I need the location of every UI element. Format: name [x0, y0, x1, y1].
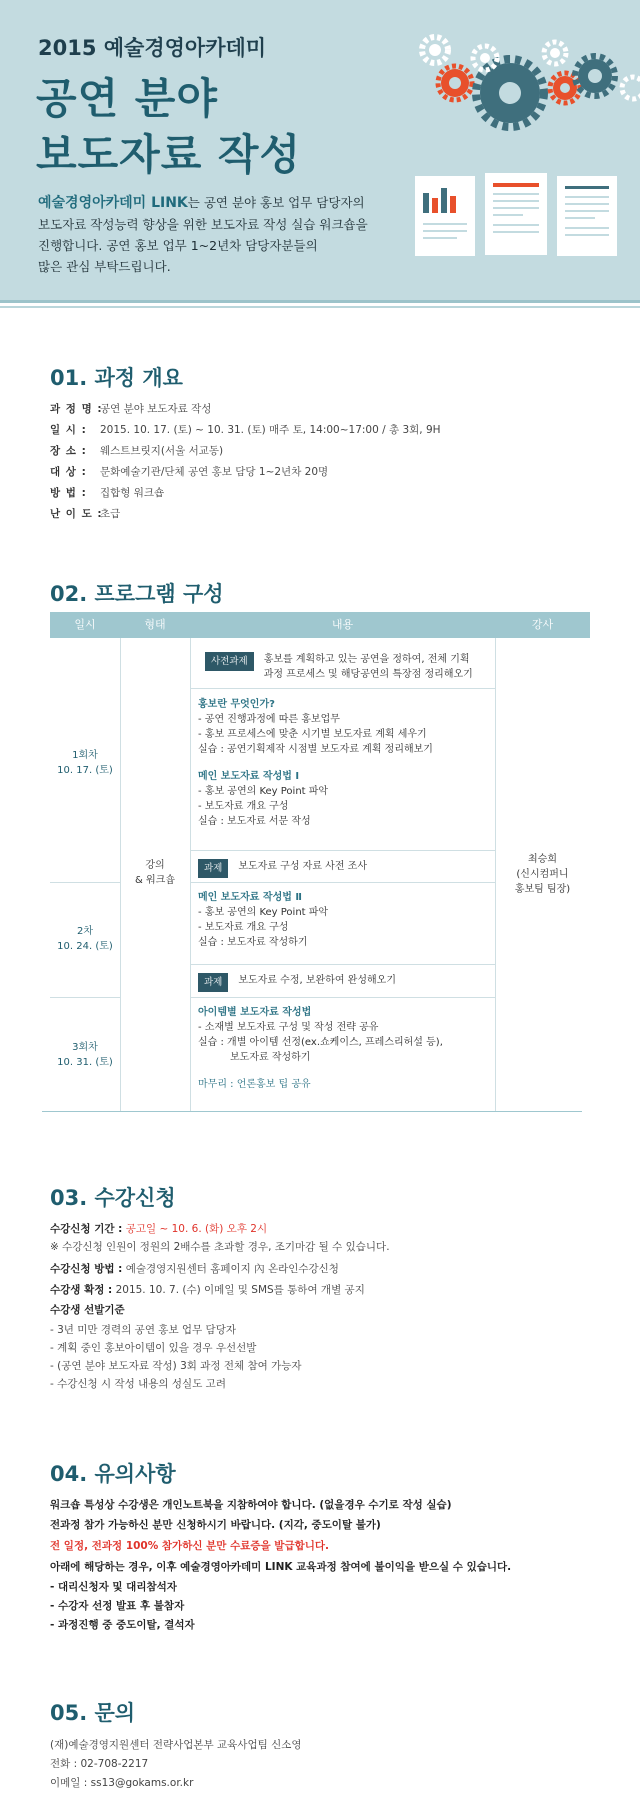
overview-row: [50, 485, 164, 500]
notice-line: 전과정 참가 가능하신 분만 신청하시기 바랍니다. (지각, 중도이탈 불가): [50, 1519, 381, 1531]
table-header-content: 내용: [190, 612, 495, 638]
table-header-format: 형태: [120, 612, 190, 638]
grid-line: [190, 997, 495, 998]
content-title: 메인 보도자료 작성법 Ⅱ: [198, 892, 302, 903]
table-header-date: 일시: [50, 612, 120, 638]
pre-assignment-text: [264, 652, 473, 682]
session-date: 10. 24. (토): [57, 941, 113, 952]
hero-subtitle: 2015 예술경영아카데미: [38, 36, 267, 60]
gear-icon: [575, 56, 615, 96]
grid-line: [190, 638, 191, 1112]
registration-period: [50, 1221, 267, 1236]
hero-title-line1: 공연 분야: [36, 74, 218, 123]
session-date: 10. 31. (토): [57, 1057, 113, 1068]
pre-assignment-tag: 사전과제: [205, 652, 254, 671]
hero-desc-line4: 많은 관심 부탁드립니다.: [38, 259, 171, 274]
lecturer-cell: [495, 852, 590, 897]
session-1-cell: [50, 748, 120, 778]
section-title-notice: 04. 유의사항: [50, 1462, 176, 1486]
registration-confirm-value: 2015. 10. 7. (수) 이메일 및 SMS를 통하여 개별 공지: [115, 1284, 365, 1296]
content-line: 실습 : 공연기획제작 시점별 보도자료 계획 정리해보기: [198, 744, 433, 755]
program-table: [50, 612, 590, 1112]
overview-key: 과 정 명 :: [50, 403, 103, 415]
registration-period-label: 수강신청 기간 :: [50, 1223, 123, 1235]
hero-desc-line3: 진행합니다. 공연 홍보 업무 1~2년차 담당자분들의: [38, 238, 318, 253]
assignment-tag: 과제: [198, 973, 228, 992]
assignment-tag: 과제: [198, 859, 228, 878]
notice-item: - 대리신청자 및 대리참석자: [50, 1581, 177, 1593]
notice-item: - 과정진행 중 중도이탈, 결석자: [50, 1619, 195, 1631]
overview-key: 일 시 :: [50, 424, 87, 436]
grid-line: [190, 882, 495, 883]
overview-row: [50, 401, 211, 416]
overview-value: 웨스트브릿지(서울 서교동): [100, 445, 224, 457]
content-line: - 소재별 보도자료 구성 및 작성 전략 공유: [198, 1022, 379, 1033]
session-label: 2차: [76, 926, 94, 937]
content-title: 메인 보도자료 작성법 Ⅰ: [198, 771, 300, 782]
content-block-3: [198, 1005, 493, 1092]
section-title-contact: 05. 문의: [50, 1701, 136, 1725]
overview-row: [50, 422, 441, 437]
assignment-text: 보도자료 구성 자료 사전 조사: [238, 861, 367, 872]
content-line: 실습 : 보도자료 서문 작성: [198, 816, 311, 827]
grid-line: [190, 688, 495, 689]
hero-desc-line2: 보도자료 작성능력 향상을 위한 보도자료 작성 실습 워크숍을: [38, 217, 368, 232]
gear-icon: [422, 37, 448, 63]
content-block-1: [198, 697, 493, 829]
content-title: 아이템별 보도자료 작성법: [198, 1007, 312, 1018]
hero-desc-line1: 는 공연 분야 홍보 업무 담당자의: [187, 195, 365, 210]
grid-line: [50, 997, 120, 998]
format-line: & 워크숍: [135, 875, 175, 886]
session-label: 3회차: [72, 1042, 98, 1053]
contact-phone: 전화 : 02-708-2217: [50, 1758, 149, 1770]
notice-line-important: 전 일정, 전과정 100% 참가하신 분만 수료증을 발급합니다.: [50, 1540, 330, 1552]
content-line: 마무리 : 언론홍보 팁 공유: [198, 1079, 311, 1090]
notice-item: - 수강자 선정 발표 후 불참자: [50, 1600, 185, 1612]
overview-row: [50, 443, 223, 458]
gear-icon: [550, 73, 580, 103]
registration-confirm-label: 수강생 확정 :: [50, 1284, 113, 1296]
overview-value: 초급: [100, 508, 121, 520]
overview-value: 공연 분야 보도자료 작성: [100, 403, 212, 415]
overview-key: 방 법 :: [50, 487, 87, 499]
criteria-item: - (공연 분야 보도자료 작성) 3회 과정 전체 참여 가능자: [50, 1360, 302, 1372]
section-title-registration: 03. 수강신청: [50, 1186, 176, 1210]
overview-row: [50, 506, 120, 521]
grid-line: [50, 882, 120, 883]
document-icon: [485, 173, 547, 255]
grid-line: [190, 850, 495, 851]
content-title: 홍보란 무엇인가?: [198, 699, 275, 710]
content-line: - 보도자료 개요 구성: [198, 801, 289, 812]
grid-line: [190, 964, 495, 965]
gear-icon: [438, 66, 472, 100]
section-title-overview: 01. 과정 개요: [50, 366, 183, 390]
gears-documents-illustration: [405, 28, 640, 263]
content-line: - 보도자료 개요 구성: [198, 922, 289, 933]
criteria-item: - 수강신청 시 작성 내용의 성실도 고려: [50, 1378, 226, 1390]
overview-value: 2015. 10. 17. (토) ~ 10. 31. (토) 매주 토, 14:00~17:00 / 총 3회, 9H: [100, 424, 441, 436]
format-cell: [120, 858, 190, 888]
overview-key: 장 소 :: [50, 445, 87, 457]
lecturer-org: (신시컴퍼니: [516, 869, 569, 880]
registration-period-value: 공고일 ~ 10. 6. (화) 오후 2시: [125, 1223, 268, 1235]
content-block-2: [198, 890, 493, 950]
assignment-row-1: [198, 859, 493, 878]
hero-title-line2: 보도자료 작성: [36, 130, 302, 179]
content-line: 실습 : 보도자료 작성하기: [198, 937, 308, 948]
overview-value: 문화예술기관/단체 공연 홍보 담당 1~2년차 20명: [100, 466, 329, 478]
format-line: 강의: [145, 860, 165, 871]
pre-assignment-line: 홍보를 계획하고 있는 공연을 정하여, 전체 기획: [263, 654, 470, 665]
registration-method: [50, 1261, 339, 1276]
assignment-row-2: [198, 973, 493, 992]
overview-value: 집합형 워크숍: [100, 487, 165, 499]
pre-assignment-row: [205, 652, 490, 682]
hero-description: [38, 192, 388, 277]
content-line: - 공연 진행과정에 따른 홍보업무: [198, 714, 340, 725]
lecturer-name: 최승희: [528, 854, 557, 865]
hero-desc-highlight: 예술경영아카데미 LINK: [38, 195, 188, 211]
criteria-item: - 계획 중인 홍보아이템이 있을 경우 우선선발: [50, 1342, 257, 1354]
content-line: - 홍보 프로세스에 맞춘 시기별 보도자료 계획 세우기: [198, 729, 427, 740]
content-line: - 홍보 공연의 Key Point 파악: [198, 907, 329, 918]
overview-key: 대 상 :: [50, 466, 87, 478]
document-chart-icon: [415, 176, 475, 256]
gear-icon: [544, 42, 566, 64]
overview-key: 난 이 도 :: [50, 508, 103, 520]
lecturer-role: 홍보팀 팀장): [514, 884, 571, 895]
registration-method-label: 수강신청 방법 :: [50, 1263, 123, 1275]
content-line: 실습 : 개별 아이템 선정(ex.쇼케이스, 프레스리허설 등),: [198, 1037, 443, 1048]
contact-email[interactable]: 이메일 : ss13@gokams.or.kr: [50, 1777, 194, 1789]
overview-row: [50, 464, 328, 479]
registration-note: ※ 수강신청 인원이 정원의 2배수를 초과할 경우, 조기마감 될 수 있습니다.: [50, 1241, 390, 1253]
registration-method-value: 예술경영지원센터 홈페이지 內 온라인수강신청: [125, 1263, 339, 1275]
session-3-cell: [50, 1040, 120, 1070]
selection-criteria-heading: 수강생 선발기준: [50, 1304, 125, 1316]
notice-line: 워크숍 특성상 수강생은 개인노트북을 지참하여야 합니다. (없을경우 수기로 작성 실습): [50, 1499, 452, 1511]
session-2-cell: [50, 924, 120, 954]
criteria-item: - 3년 미만 경력의 공연 홍보 업무 담당자: [50, 1324, 236, 1336]
section-title-program: 02. 프로그램 구성: [50, 582, 224, 606]
table-header-lecturer: 강사: [495, 612, 590, 638]
assignment-text: 보도자료 수정, 보완하여 완성해오기: [238, 975, 396, 986]
selection-criteria-label: [50, 1302, 125, 1317]
content-line: 보도자료 작성하기: [230, 1052, 311, 1063]
gear-icon: [622, 77, 640, 99]
table-bottom-border: [42, 1111, 582, 1112]
hero-divider-thin: [0, 306, 640, 308]
notice-line: 아래에 해당하는 경우, 이후 예술경영아카데미 LINK 교육과정 참여에 불이익을 받으실 수 있습니다.: [50, 1561, 512, 1573]
contact-org: (재)예술경영지원센터 전략사업본부 교육사업팀 신소영: [50, 1739, 302, 1751]
session-label: 1회차: [72, 750, 98, 761]
pre-assignment-line: 과정 프로세스 및 해당공연의 특장점 정리해오기: [263, 669, 473, 680]
hero-divider: [0, 300, 640, 303]
registration-confirm: [50, 1282, 365, 1297]
session-date: 10. 17. (토): [57, 765, 113, 776]
document-icon: [557, 176, 617, 256]
content-line: - 홍보 공연의 Key Point 파악: [198, 786, 329, 797]
